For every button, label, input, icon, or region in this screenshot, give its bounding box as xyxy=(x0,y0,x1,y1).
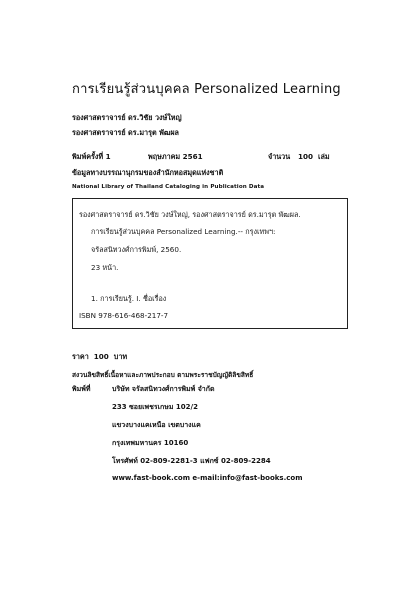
print-count: 100 xyxy=(298,152,314,161)
cip-heading-thai: ข้อมูลทางบรรณานุกรมของสำนักหอสมุดแห่งชาติ xyxy=(72,168,224,177)
cip-subject-line: 1. การเรียนรู้. I. ชื่อเรื่อง xyxy=(91,294,167,303)
cip-heading-english: National Library of Thailand Cataloging in Publication Data xyxy=(72,184,265,190)
cip-isbn: ISBN 978-616-468-217-7 xyxy=(79,311,169,320)
publisher-label: พิมพ์ที่ xyxy=(72,385,91,393)
print-count-label: จำนวน xyxy=(268,152,291,161)
cip-author-line: รองศาสตราจารย์ ดร.วิชัย วงษ์ใหญ่, รองศาสตราจารย์ ดร.มารุต พัฒผล. xyxy=(79,210,301,219)
edition-label: พิมพ์ครั้งที่ 1 xyxy=(72,152,111,161)
publisher-address-3: กรุงเทพมหานคร 10160 xyxy=(112,439,189,447)
cip-publisher-line: จรัลสนิทวงศ์การพิมพ์, 2560. xyxy=(91,245,182,254)
publisher-web: www.fast-book.com e-mail:info@fast-books.com xyxy=(112,474,303,482)
publisher-phone: โทรศัพท์ 02-809-2281-3 แฟกซ์ 02-809-2284 xyxy=(112,457,271,465)
price xyxy=(72,352,127,363)
cip-title-line: การเรียนรู้ส่วนบุคคล Personalized Learning.-- กรุงเทพฯ: xyxy=(91,227,276,236)
edition-date: พฤษภาคม 2561 xyxy=(148,152,203,161)
publisher-name: บริษัท จรัลสนิทวงศ์การพิมพ์ จำกัด xyxy=(112,385,215,393)
cip-pages-line: 23 หน้า. xyxy=(91,263,119,272)
author-2: รองศาสตราจารย์ ดร.มารุต พัฒผล xyxy=(72,128,179,137)
rights-notice: สงวนลิขสิทธิ์เนื้อหาและภาพประกอบ ตามพระราชบัญญัติลิขสิทธิ์ xyxy=(72,371,254,379)
price-amount: 100 xyxy=(93,352,109,361)
publisher-address-1: 233 ซอยเพชรเกษม 102/2 xyxy=(112,403,198,411)
book-title: การเรียนรู้ส่วนบุคคล Personalized Learning xyxy=(72,82,341,97)
author-1: รองศาสตราจารย์ ดร.วิชัย วงษ์ใหญ่ xyxy=(72,113,182,122)
price-unit: บาท xyxy=(113,352,128,361)
print-count-unit: เล่ม xyxy=(318,152,330,161)
price-label: ราคา xyxy=(72,352,89,361)
publisher-address-2: แขวงบางแคเหนือ เขตบางแค xyxy=(112,421,201,429)
